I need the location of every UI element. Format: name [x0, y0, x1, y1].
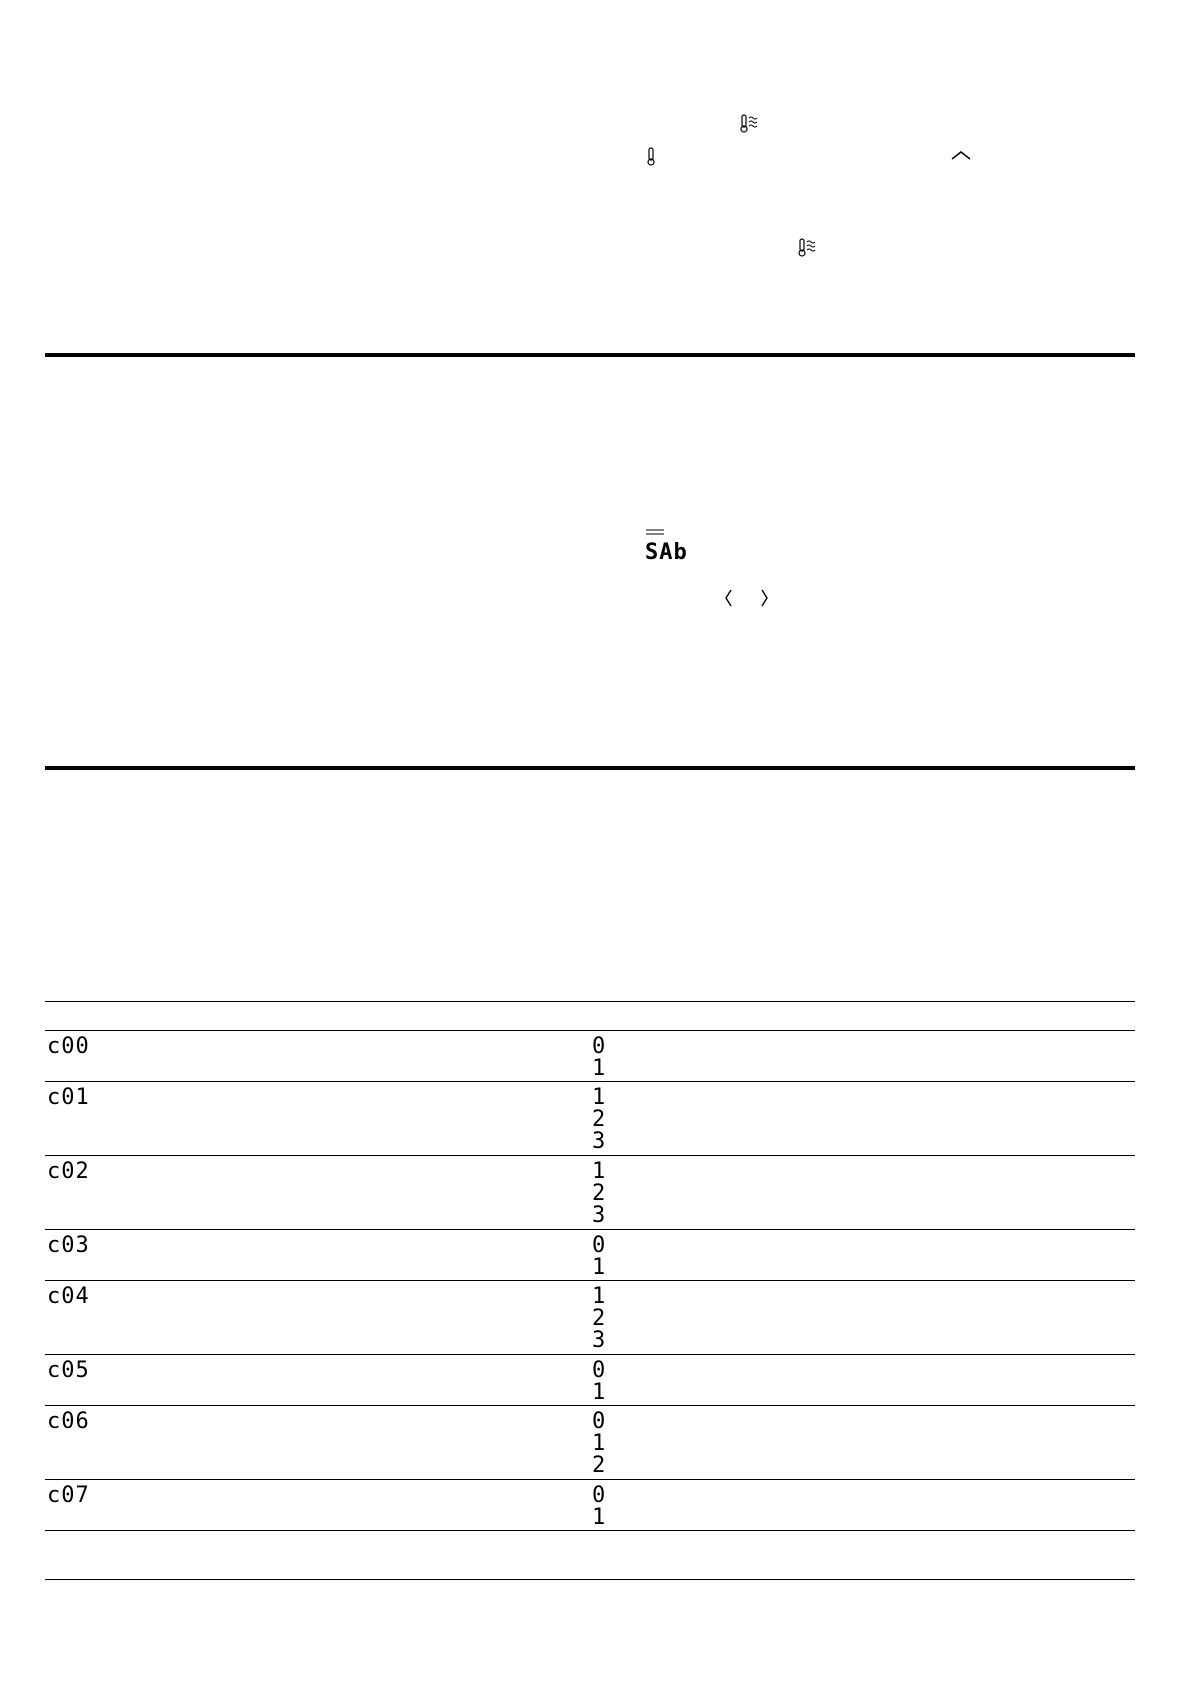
setting-value: 3	[592, 1203, 607, 1228]
setting-value: 1	[592, 1255, 607, 1280]
setting-value: 2	[592, 1453, 607, 1478]
setting-value: 2	[592, 1181, 607, 1206]
thermometer-steam-icon	[739, 113, 761, 138]
chevron-right-icon	[760, 588, 770, 611]
table-header-rule	[45, 1030, 1135, 1031]
table-row-divider	[45, 1081, 1135, 1082]
table-row-divider	[45, 1155, 1135, 1156]
setting-value: 1	[592, 1085, 607, 1110]
setting-value: 1	[592, 1431, 607, 1456]
double-line-icon	[646, 523, 664, 539]
table-row-divider	[45, 1280, 1135, 1281]
table-row-divider	[45, 1229, 1135, 1230]
setting-code: c01	[47, 1085, 90, 1110]
table-row-divider	[45, 1354, 1135, 1355]
setting-value: 1	[592, 1056, 607, 1081]
setting-value: 1	[592, 1159, 607, 1184]
setting-value: 3	[592, 1129, 607, 1154]
setting-code: c03	[47, 1233, 90, 1258]
table-row-divider	[45, 1405, 1135, 1406]
setting-code: c04	[47, 1284, 90, 1309]
section-divider-1	[45, 353, 1135, 357]
setting-value: 0	[592, 1358, 607, 1383]
setting-code: c07	[47, 1483, 90, 1508]
setting-value: 2	[592, 1306, 607, 1331]
setting-value: 2	[592, 1107, 607, 1132]
section-divider-2	[45, 766, 1135, 770]
setting-value: 1	[592, 1284, 607, 1309]
setting-value: 1	[592, 1380, 607, 1405]
setting-code: c06	[47, 1409, 90, 1434]
setting-value: 0	[592, 1034, 607, 1059]
table-row-divider	[45, 1479, 1135, 1480]
table-row-divider	[45, 1530, 1135, 1531]
chevron-up-icon	[950, 148, 972, 164]
table-top-rule	[45, 1001, 1135, 1002]
setting-value: 3	[592, 1328, 607, 1353]
display-text-sab: SAb	[645, 540, 688, 565]
chevron-left-icon	[723, 588, 733, 611]
setting-value: 0	[592, 1409, 607, 1434]
setting-value: 0	[592, 1483, 607, 1508]
setting-code: c00	[47, 1034, 90, 1059]
table-bottom-rule	[45, 1579, 1135, 1580]
setting-code: c05	[47, 1358, 90, 1383]
setting-code: c02	[47, 1159, 90, 1184]
thermometer-steam-icon-2	[797, 237, 819, 262]
setting-value: 0	[592, 1233, 607, 1258]
thermometer-icon	[645, 146, 657, 171]
setting-value: 1	[592, 1505, 607, 1530]
